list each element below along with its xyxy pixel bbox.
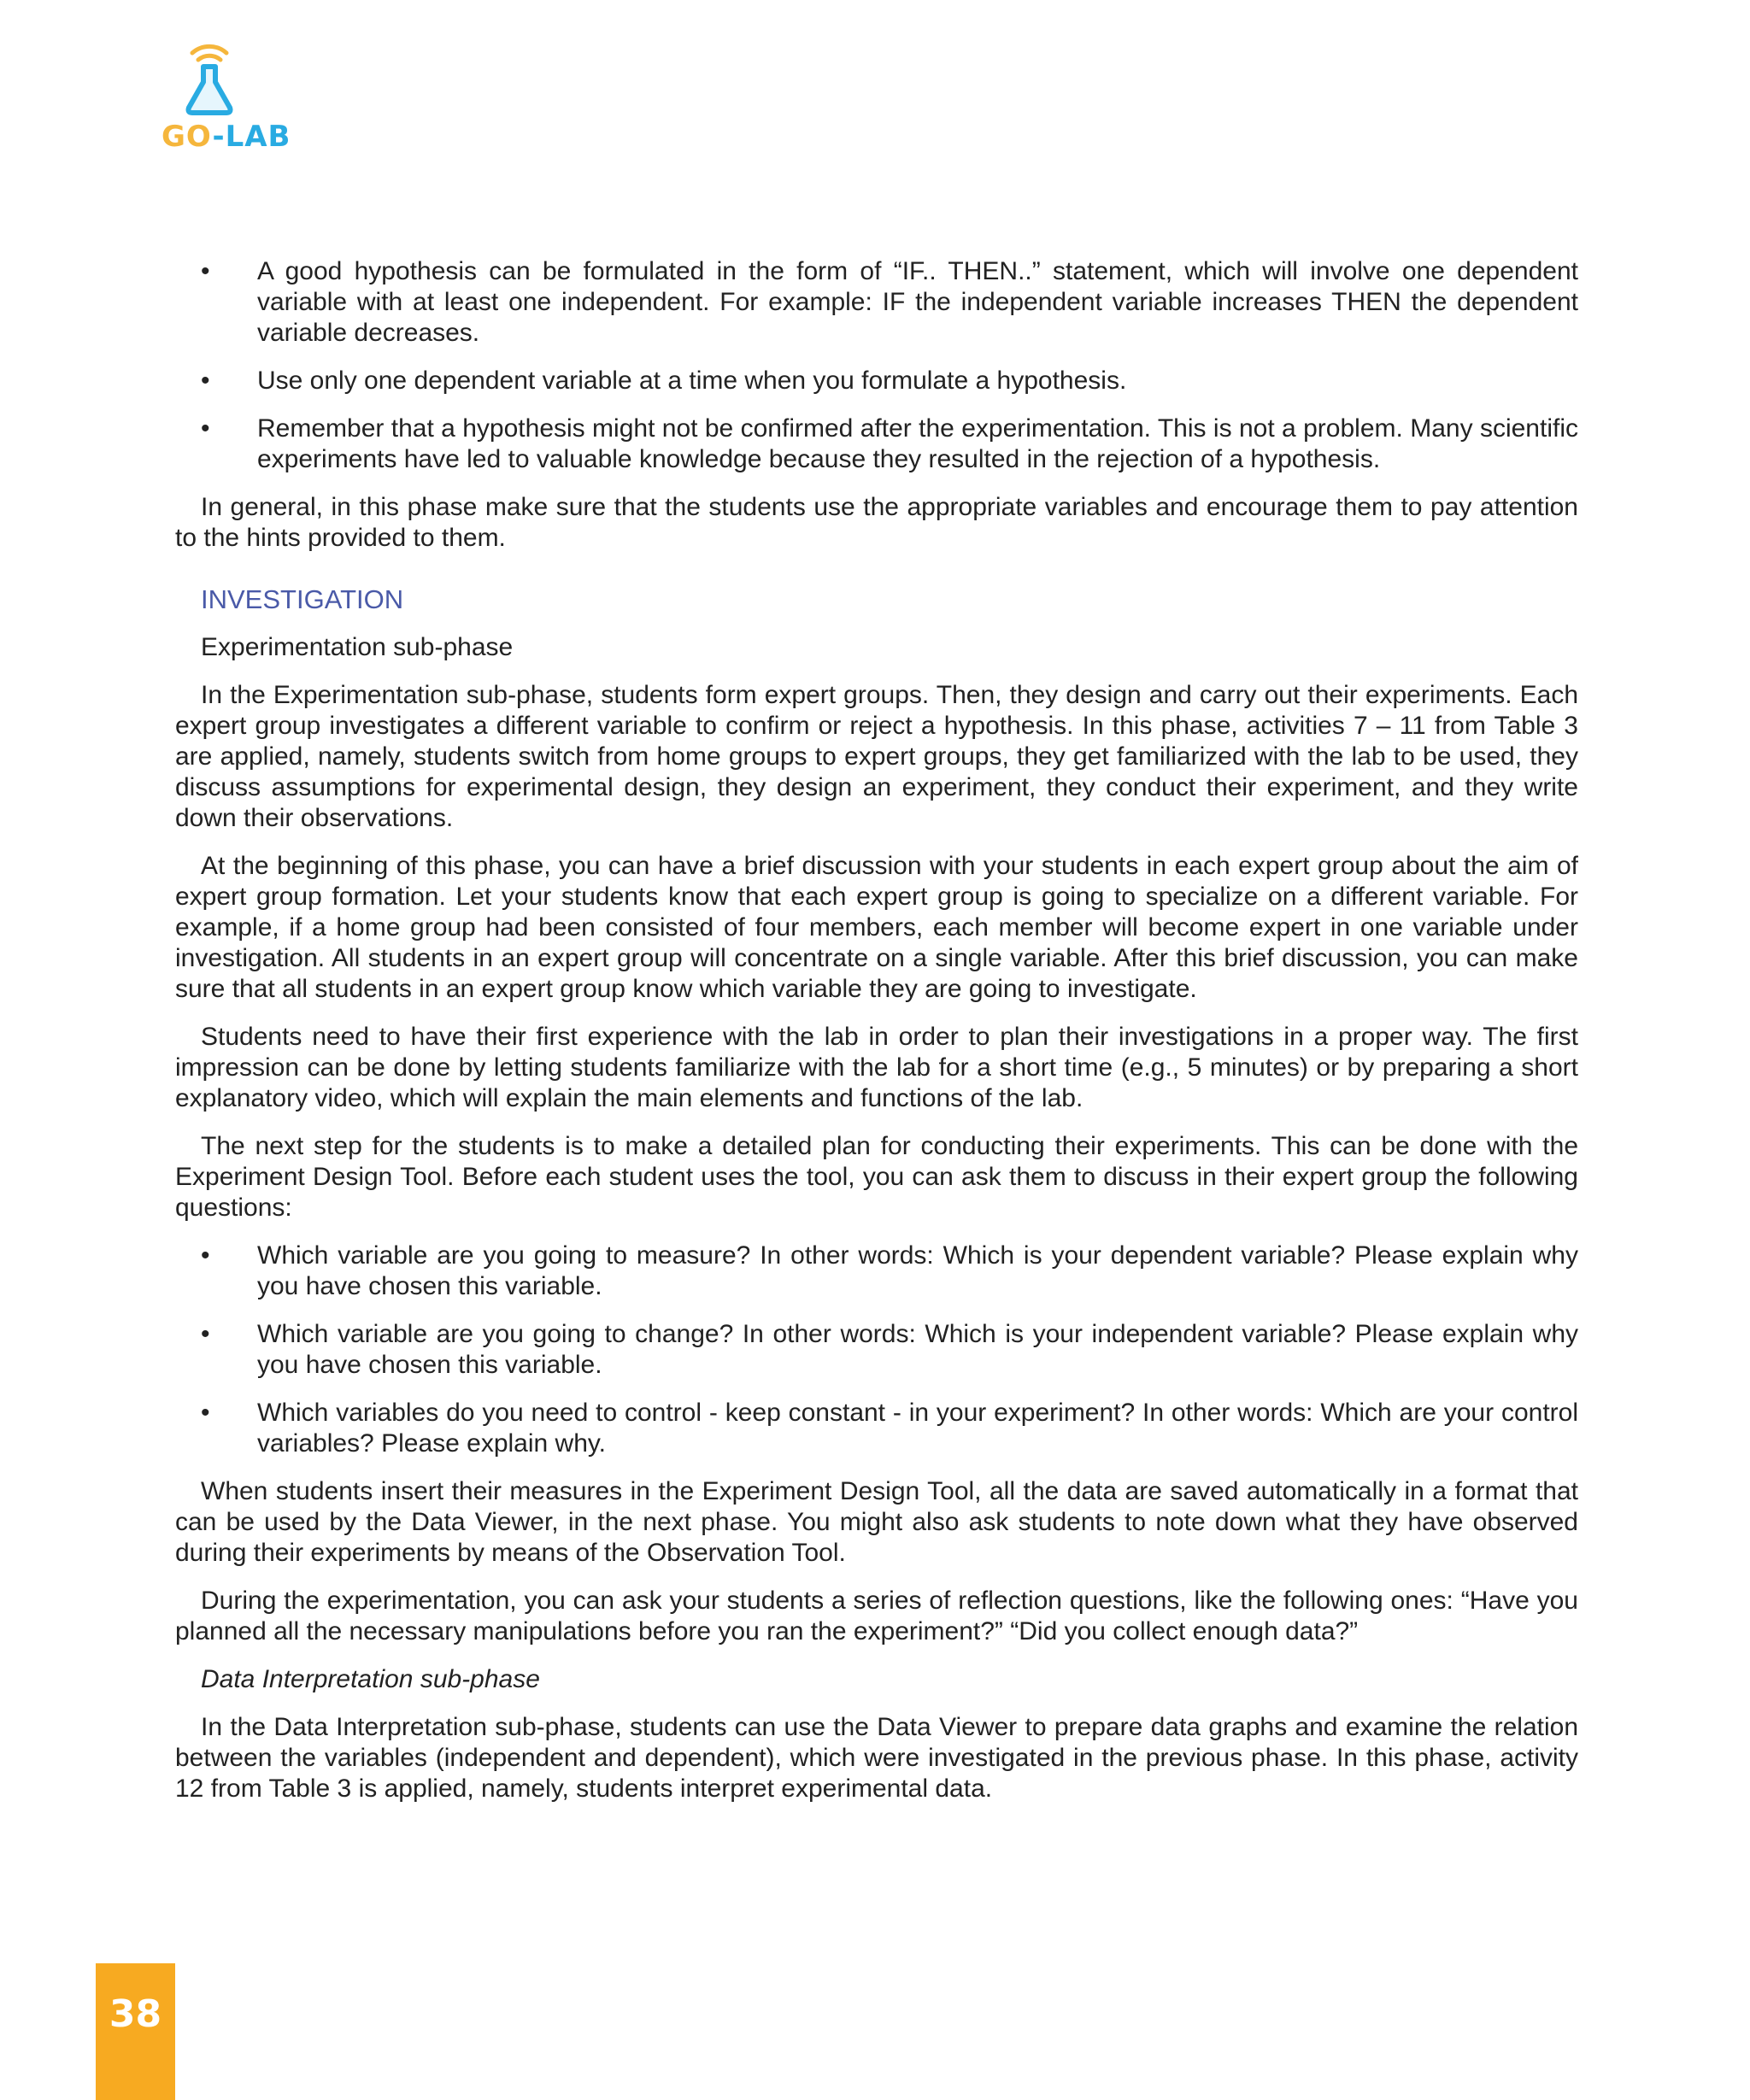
page-number-tab [96, 1963, 175, 2100]
list-item-text: Which variable are you going to change? In other words: Which is your independent variable? Please explain why you have chosen this variable. [257, 1320, 1578, 1379]
bullet-icon: • [201, 257, 210, 285]
subheading-experimentation: Experimentation sub-phase [201, 633, 514, 661]
paragraph-experimentation-6: During the experimentation, you can ask your students a series of reflection questions, like the following ones: “Have you planned all the necessary manipulations before you ran the experiment?” “Did you collect enough data?” [175, 1587, 1578, 1645]
paragraph-data-interpretation-1: In the Data Interpretation sub-phase, students can use the Data Viewer to prepare data graphs and examine the relation between the variables (independent and dependent), which were investigated in the previous phase. In this phase, activity 12 from Table 3 is applied, namely, students interpret experimental data. [175, 1713, 1578, 1803]
list-item [175, 366, 1578, 396]
list-item-text: Use only one dependent variable at a time when you formulate a hypothesis. [257, 367, 1127, 395]
logo-text-go: GO [161, 120, 213, 154]
list-item [175, 1398, 1578, 1459]
paragraph-experimentation-1: In the Experimentation sub-phase, students form expert groups. Then, they design and carry out their experiments. Each expert group investigates a different variable to confirm or reject a hypothesis. In this phase, activities 7 – 11 from Table 3 are applied, namely, students switch from home groups to expert groups, they get familiarized with the lab to be used, they discuss assumptions for experimental design, they design an experiment, they conduct their experiment, and they write down their observations. [175, 681, 1578, 832]
list-item-text: Which variable are you going to measure? In other words: Which is your dependent variable? Please explain why you have chosen this variable. [257, 1241, 1578, 1300]
golab-logo [158, 34, 295, 154]
bullet-icon: • [201, 367, 210, 395]
paragraph-experimentation-5: When students insert their measures in the Experiment Design Tool, all the data are saved automatically in a format that can be used by the Data Viewer, in the next phase. You might also ask students to note down what they have observed during their experiments by means of the Observation Tool. [175, 1477, 1578, 1567]
list-item [175, 414, 1578, 475]
logo-text [161, 120, 291, 154]
list-item [175, 256, 1578, 349]
bullet-icon: • [201, 1241, 210, 1270]
bullet-icon: • [201, 1399, 210, 1427]
bullet-icon: • [201, 414, 210, 443]
logo-text-lab: -LAB [212, 120, 291, 154]
list-item-text: Remember that a hypothesis might not be confirmed after the experimentation. This is not a problem. Many scientific experiments have led to valuable knowledge because they resulted in the rejection of a hypothesis. [257, 414, 1578, 473]
bullet-icon: • [201, 1320, 210, 1348]
subheading-data-interpretation: Data Interpretation sub-phase [201, 1665, 540, 1693]
paragraph-experimentation-2: At the beginning of this phase, you can have a brief discussion with your students in each expert group about the aim of expert group formation. Let your students know that each expert group is going to specialize on a different variable. For example, if a home group had been consisted of four members, each member will become expert in one variable under investigation. All students in an expert group will concentrate on a single variable. After this brief discussion, you can make sure that all students in an expert group know which variable they are going to investigate. [175, 852, 1578, 1003]
hypothesis-tips-list [175, 256, 1578, 475]
section-heading-investigation: INVESTIGATION [201, 584, 404, 614]
list-item-text: A good hypothesis can be formulated in the form of “IF.. THEN..” statement, which will involve one dependent variable with at least one independent. For example: IF the independent variable increases THEN the dependent variable decreases. [257, 257, 1578, 347]
list-item [175, 1319, 1578, 1381]
paragraph-experimentation-3: Students need to have their first experience with the lab in order to plan their investigations in a proper way. The first impression can be done by letting students familiarize with the lab for a short time (e.g., 5 minutes) or by preparing a short explanatory video, which will explain the main elements and functions of the lab. [175, 1023, 1578, 1112]
paragraph-experimentation-4: The next step for the students is to make a detailed plan for conducting their experiments. This can be done with the Experiment Design Tool. Before each student uses the tool, you can ask them to discuss in their expert group the following questions: [175, 1132, 1578, 1222]
page-content [175, 256, 1578, 1821]
list-item [175, 1241, 1578, 1302]
page-number: 38 [109, 1992, 162, 2036]
list-item-text: Which variables do you need to control - keep constant - in your experiment? In other words: Which are your control variables? Please explain why. [257, 1399, 1578, 1458]
discussion-questions-list [175, 1241, 1578, 1459]
flask-icon [158, 34, 261, 120]
paragraph-general: In general, in this phase make sure that the students use the appropriate variables and encourage them to pay attention to the hints provided to them. [175, 493, 1578, 552]
